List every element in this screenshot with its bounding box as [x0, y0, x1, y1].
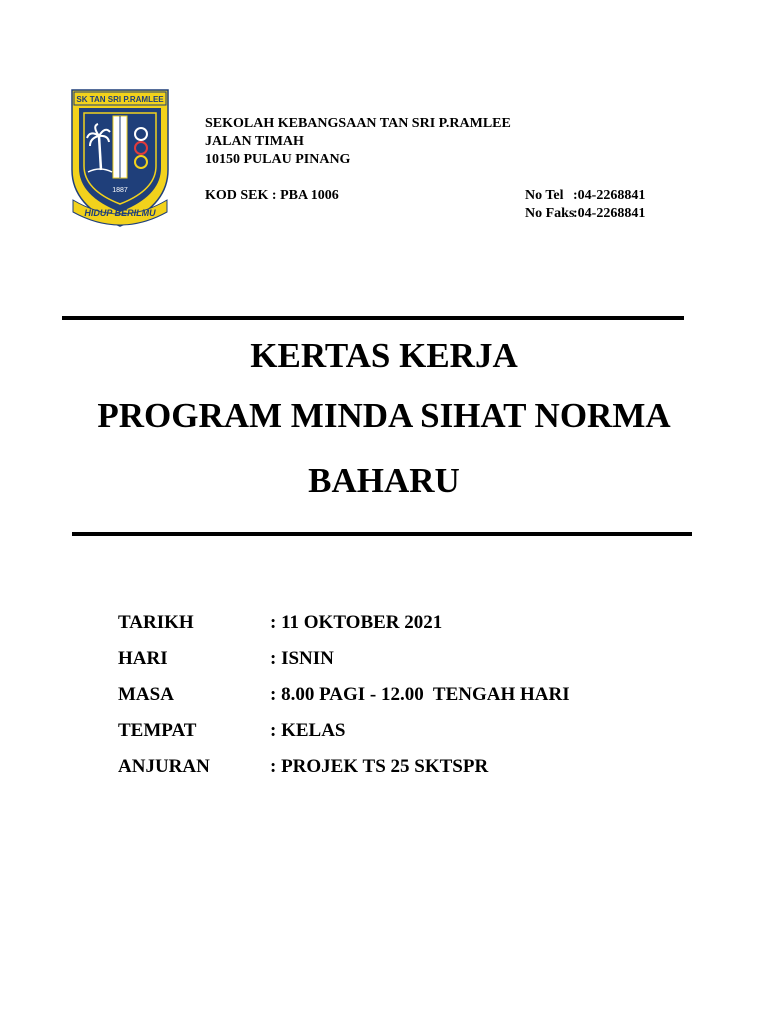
tel-value: :04-2268841: [573, 188, 646, 203]
crest-banner-text: SK TAN SRI P.RAMLEE: [76, 95, 164, 104]
faks-line: [525, 205, 645, 223]
tel-line: [525, 187, 645, 205]
title-line-1: KERTAS KERJA: [250, 336, 518, 375]
title-line-2: PROGRAM MINDA SIHAT NORMA: [97, 396, 671, 435]
crest-motto-text: HIDUP BERILMU: [84, 208, 156, 218]
detail-label: ANJURAN: [118, 756, 210, 777]
detail-value: : KELAS: [270, 720, 346, 741]
detail-label: MASA: [118, 684, 174, 705]
school-code: KOD SEK : PBA 1006: [205, 188, 339, 203]
detail-label: TEMPAT: [118, 720, 197, 741]
top-divider: [62, 316, 684, 320]
faks-label: No Faks: [525, 206, 575, 221]
tel-label: No Tel: [525, 188, 564, 203]
detail-value: : PROJEK TS 25 SKTSPR: [270, 756, 489, 777]
school-postcode-city: 10150 PULAU PINANG: [205, 152, 351, 167]
school-address-block: [205, 115, 511, 169]
faks-value: :04-2268841: [573, 206, 646, 221]
detail-label: TARIKH: [118, 612, 194, 633]
detail-value: : ISNIN: [270, 648, 334, 669]
title-line-3: BAHARU: [308, 461, 460, 500]
school-crest-logo: [70, 88, 170, 228]
detail-value: : 8.00 PAGI - 12.00 TENGAH HARI: [270, 684, 570, 705]
detail-value: : 11 OKTOBER 2021: [270, 612, 443, 633]
contact-block: [525, 187, 645, 223]
crest-year-text: 1887: [112, 187, 128, 194]
school-street: JALAN TIMAH: [205, 134, 304, 149]
school-name: SEKOLAH KEBANGSAAN TAN SRI P.RAMLEE: [205, 116, 511, 131]
bottom-divider: [72, 532, 692, 536]
detail-label: HARI: [118, 648, 168, 669]
